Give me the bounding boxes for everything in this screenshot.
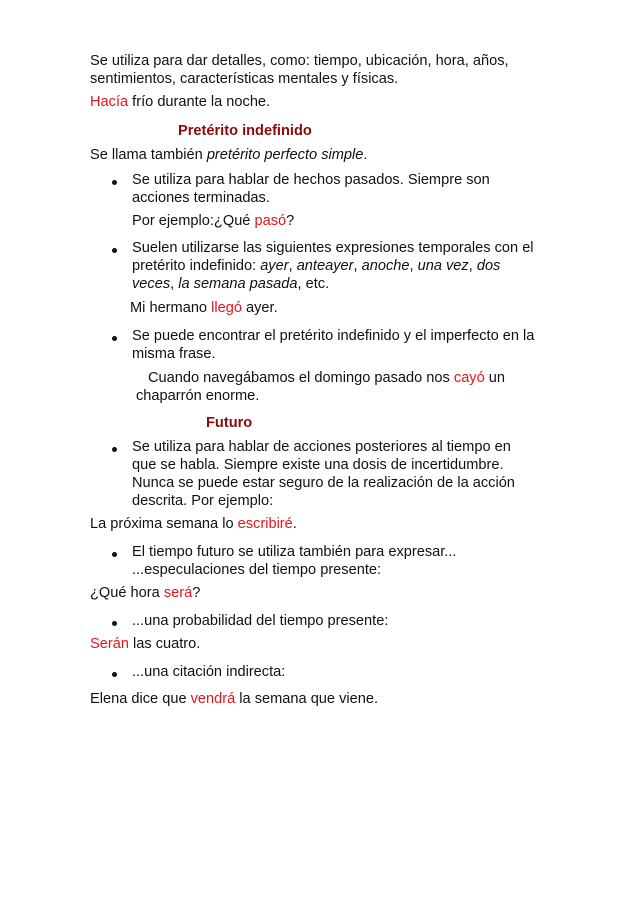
expr-una-vez: una vez [417,258,469,274]
bullet3-line-2: misma frase. [132,346,216,362]
definition-period: . [363,147,368,163]
example-text: ? [192,585,201,601]
bullet-dot [112,180,117,185]
example-text: ? [286,213,295,229]
example-text: . [292,516,297,532]
bullet1-example [132,212,294,230]
bullet2-line-2 [132,257,500,275]
expr-ayer: ayer [260,258,289,274]
expr-anoche: anoche [361,258,410,274]
etc-text: , etc. [297,276,330,292]
heading-preterito-indefinido: Pretérito indefinido [178,123,312,139]
comma: , [409,258,418,274]
example-hacia [90,93,270,111]
bullet-dot [112,336,117,341]
bullet-dot [112,447,117,452]
bullet4-line-3: Nunca se puede estar seguro de la realización de la acción [132,475,515,491]
bullet5-line-2: ...especulaciones del tiempo presente: [132,562,382,578]
intro-line-2: sentimientos, características mentales y físicas. [90,71,399,87]
preterito-definition [90,146,367,164]
example-text: La próxima semana lo [90,516,238,532]
bullet4-line-1: Se utiliza para hablar de acciones posteriores al tiempo en [132,439,511,455]
bullet-dot [112,672,117,677]
comma: , [288,258,297,274]
comma: , [170,276,179,292]
highlight-word: vendrá [190,691,236,707]
example-text: frío durante la noche. [128,94,271,110]
highlight-word: Hacía [90,94,129,110]
bullet1-line-1: Se utiliza para hablar de hechos pasados. Siempre son [132,172,490,188]
example-text: Mi hermano [130,300,212,316]
example-text: ayer. [241,300,278,316]
bullet6-line-1: ...una probabilidad del tiempo presente: [132,613,389,629]
example-text: Elena dice que [90,691,191,707]
example-vendra [90,690,378,708]
comma: , [353,258,362,274]
bullet-dot [112,621,117,626]
expr-veces: veces [132,276,171,292]
bullet2-line-3 [132,275,329,293]
example-text: Por ejemplo:¿Qué [132,213,255,229]
example-text: ¿Qué hora [90,585,164,601]
bullet2-example [130,299,278,317]
expr-semana-pasada: la semana pasada [178,276,298,292]
example-text: Cuando navegábamos el domingo pasado nos [148,370,454,386]
example-text: un [484,370,506,386]
bullet1-line-2: acciones terminadas. [132,190,270,206]
bullet5-line-1: El tiempo futuro se utiliza también para expresar... [132,544,457,560]
heading-futuro: Futuro [206,415,253,431]
expr-dos: dos [476,258,501,274]
bullet4-line-4: descrita. Por ejemplo: [132,493,274,509]
bullet4-line-2: que se habla. Siempre existe una dosis de incertidumbre. [132,457,504,473]
bullet-dot [112,248,117,253]
bullet2-text: pretérito indefinido: [132,258,261,274]
definition-italic: pretérito perfecto simple [206,147,364,163]
bullet3-line-1: Se puede encontrar el pretérito indefinido y el imperfecto en la [132,328,535,344]
example-text: la semana que viene. [235,691,379,707]
highlight-word: pasó [254,213,287,229]
highlight-word: cayó [453,370,485,386]
example-escribire [90,515,297,533]
highlight-word: será [163,585,193,601]
bullet7-line-1: ...una citación indirecta: [132,664,286,680]
example-text: las cuatro. [128,636,201,652]
bullet-dot [112,552,117,557]
highlight-word: Serán [90,636,129,652]
expr-anteayer: anteayer [296,258,354,274]
bullet2-line-1: Suelen utilizarse las siguientes expresiones temporales con el [132,240,534,256]
intro-line-1: Se utiliza para dar detalles, como: tiempo, ubicación, hora, años, [90,53,509,69]
highlight-word: escribiré [237,516,293,532]
example-seran [90,635,200,653]
example-sera [90,584,200,602]
comma: , [468,258,477,274]
definition-text: Se llama también [90,147,207,163]
highlight-word: llegó [211,300,242,316]
bullet3-example-line-1 [148,369,505,387]
bullet3-example-line-2: chaparrón enorme. [136,388,260,404]
